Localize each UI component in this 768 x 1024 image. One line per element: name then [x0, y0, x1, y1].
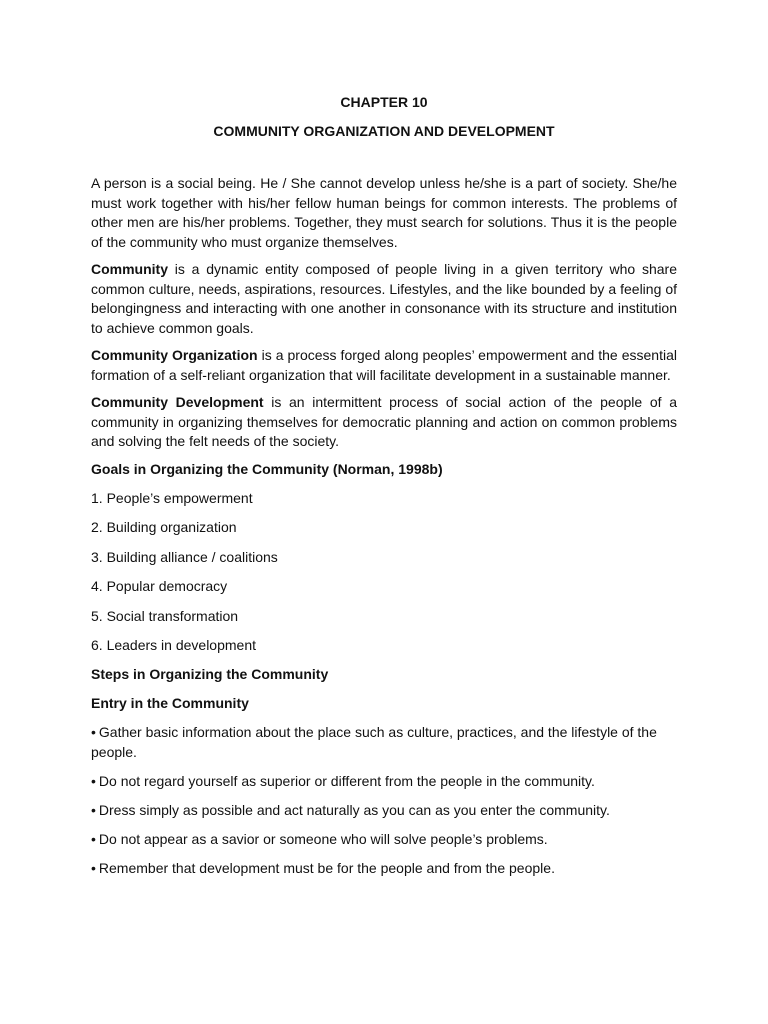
- entry-item: [91, 723, 677, 762]
- chapter-label: CHAPTER 10: [340, 94, 428, 110]
- definition-community-organization: [91, 346, 677, 385]
- definition-community: [91, 260, 677, 338]
- goal-item: 3. Building alliance / coalitions: [91, 548, 278, 565]
- entry-item-text: Do not regard yourself as superior or different from the people in the community.: [98, 772, 595, 789]
- goal-item: 2. Building organization: [91, 519, 237, 536]
- entry-item-text: Remember that development must be for the people and from the people.: [98, 859, 555, 876]
- entry-heading: Entry in the Community: [91, 695, 249, 712]
- goal-item: 6. Leaders in development: [91, 637, 256, 654]
- entry-item: [91, 830, 677, 850]
- entry-list: [91, 723, 677, 878]
- definition-term: Community: [91, 261, 168, 277]
- definition-text: is an intermittent process of social action of the people of a community in organizing themselves for democratic planning and action on common problems and solving the felt needs of the society.: [91, 394, 677, 449]
- definition-term: Community Organization: [91, 347, 258, 363]
- goal-item: 4. Popular democracy: [91, 578, 228, 595]
- entry-item: [91, 859, 677, 879]
- entry-item-text: Do not appear as a savior or someone who will solve people’s problems.: [98, 830, 548, 847]
- entry-item-text: Dress simply as possible and act naturally as you can as you enter the community.: [98, 801, 610, 818]
- bullet-icon: •: [91, 830, 96, 847]
- goal-item: 1. People’s empowerment: [91, 489, 253, 506]
- bullet-icon: •: [91, 801, 96, 818]
- entry-item-text: Gather basic information about the place such as culture, practices, and the lifestyle of the people.: [91, 724, 657, 760]
- goals-list: [91, 489, 677, 656]
- goals-heading: Goals in Organizing the Community (Norman, 1998b): [91, 460, 443, 477]
- bullet-icon: •: [91, 859, 96, 876]
- definition-text: is a dynamic entity composed of people living in a given territory who share common culture, needs, aspirations, resources. Lifestyles, and the like bounded by a feeling of belongingness and interacting with one another in consonance with its structure and institution to achieve common goals.: [91, 261, 677, 336]
- definition-text: is a process forged along peoples’ empowerment and the essential formation of a self-reliant organization that will facilitate development in a sustainable manner.: [91, 347, 677, 383]
- goal-item: 5. Social transformation: [91, 607, 239, 624]
- entry-item: [91, 801, 677, 821]
- entry-item: [91, 772, 677, 792]
- intro-paragraph: A person is a social being. He / She cannot develop unless he/she is a part of society. She/he must work together with his/her fellow human beings for common interests. The problems of other men are his/her problems. Together, they must search for solutions. Thus it is the people of the community who must organize themselves.: [91, 175, 677, 250]
- definition-term: Community Development: [91, 394, 264, 410]
- chapter-title: COMMUNITY ORGANIZATION AND DEVELOPMENT: [213, 123, 555, 139]
- bullet-icon: •: [91, 724, 96, 741]
- bullet-icon: •: [91, 772, 96, 789]
- definition-community-development: [91, 393, 677, 452]
- steps-heading: Steps in Organizing the Community: [91, 666, 329, 683]
